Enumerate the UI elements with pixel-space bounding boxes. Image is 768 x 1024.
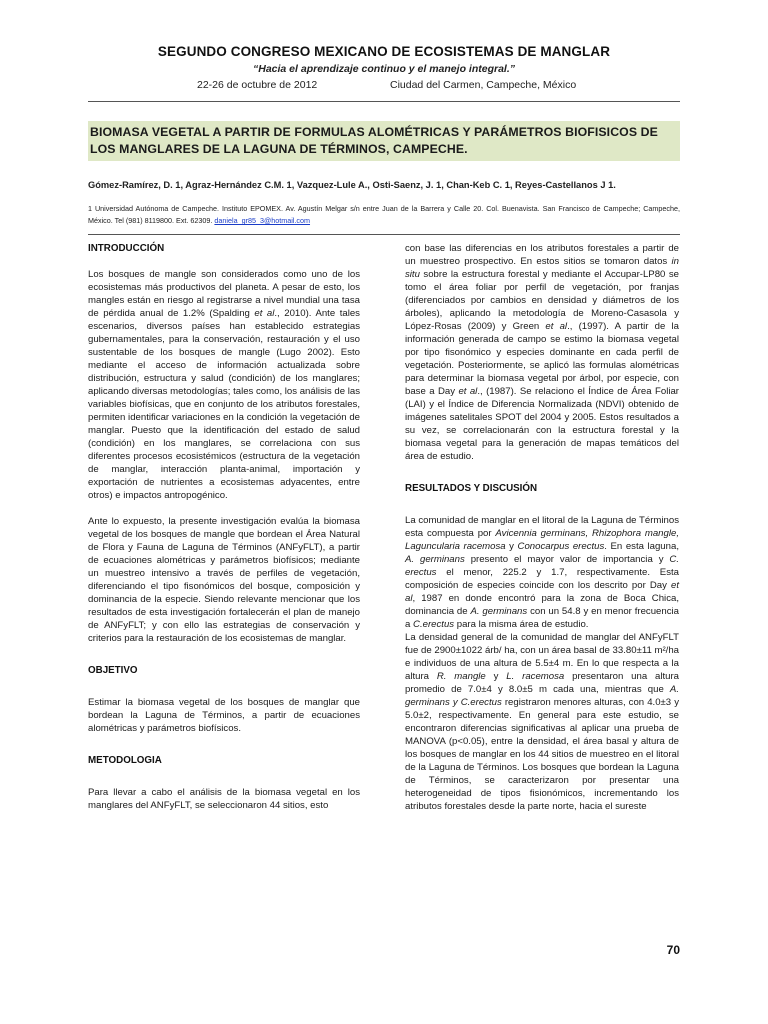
author-email-link[interactable]: daniela_gr85_3@hotmail.com (214, 216, 311, 225)
conference-dates: 22-26 de octubre de 2012 (197, 79, 318, 91)
paper-title-line-1: BIOMASA VEGETAL A PARTIR DE FORMULAS ALOMÉTRICAS Y PARÁMETROS BIOFISICOS DE (90, 125, 658, 139)
conference-slogan: “Hacia el aprendizaje continuo y el manejo integral.” (253, 63, 515, 75)
left-column (88, 242, 360, 812)
methodology-text: Para llevar a cabo el análisis de la biomasa vegetal en los manglares del ANFyFLT, se seleccionaron 44 sitios, esto (88, 787, 360, 811)
page-number: 70 (666, 943, 680, 957)
paper-title (88, 121, 680, 161)
header-rule (88, 101, 680, 102)
conference-title: SEGUNDO CONGRESO MEXICANO DE ECOSISTEMAS DE MANGLAR (157, 44, 611, 59)
introduction-heading: INTRODUCCIÓN (88, 243, 165, 254)
methodology-continued: con base las diferencias en los atributos forestales a partir de un muestreo prospectivo. En estos sitios se tomaron datos in situ sobre la estructura forestal y mediante el Accupar-LP80 se tomo el área foliar por perfil de vegetación, por franjas (diferenciados por cambios en densidad y diámetros de los árboles), aplicando la metodología de Moreno-Casasola y López-Rosas (2009) y Green et al., (1997). A partir de la información generada de campo se estimo la biomasa vegetal por tipo fisonómico y especies dominante en cada perfil de vegetación. Posteriormente, se aplicó las formulas alométricas para determinar la biomasa vegetal por árbol, por especie, con base a Day et al., (1987). Se relaciono el Índice de Área Foliar (LAI) y el Índice de Diferencia Normalizada (NDVI) obtenido de imágenes satelitales SPOT del 2004 y 2005. Estos resultados a su vez, se correlacionarán con la estructura forestal y la biomasa vegetal para la generación de mapas temáticos del área de estudio. (405, 243, 679, 462)
introduction-paragraph-1: Los bosques de mangle son considerados como uno de los ecosistemas más productivos del planeta. A pesar de esto, los mangles están en riesgo al registrarse a nivel mundial una tasa de pérdida anual de 1.2% (Spalding et al., 2010). Ante tales escenarios, diversos países han establecido estrategias gubernamentales, para la conservación, restauración y el uso sustentable de los bosques de mangle (Lugo 2002). Esto mediante el acceso de información actualizada sobre distribución, estructura y salud (condición) de los manglares; aplicando diversas metodologías; tales como, los análisis de las variables biofísicas, que en conjunto de los atributos forestales, permiten identificar variaciones en la condición la vegetación de manglar. Puesto que la identificación del estado de salud (condición) en los manglares, se correlaciona con sus diferentes procesos ecosistémicos (estructura de la vegetación de manglar, interacción planta-animal, importación y exportación de nutrientes a ecosistemas adyacentes, entre otros) e impactos antropogénico. (88, 269, 360, 501)
objective-text: Estimar la biomasa vegetal de los bosques de manglar que bordean la Laguna de Términos, a partir de ecuaciones alométricas y parámetros biofísicos. (88, 697, 360, 734)
results-paragraph-1: La comunidad de manglar en el litoral de la Laguna de Términos esta compuesta por Avicennia germinans, Rhizophora mangle, Laguncularia racemosa y Conocarpus erectus. En esta laguna, A. germinans presento el mayor valor de importancia y C. erectus el menor, 225.2 y 1.7, respectivamente. Esta composición de especies coincide con los descrito por Day et al, 1987 en donde encontró para la zona de Boca Chica, dominancia de A. germinans con un 54.8 y en menor frecuencia a C.erectus para la misma área de estudio. (405, 515, 679, 630)
affiliation-rule (88, 234, 680, 235)
introduction-paragraph-2: Ante lo expuesto, la presente investigación evalúa la biomasa vegetal de los bosques de mangle que bordean el Área Natural de Flora y Fauna de Laguna de Términos (ANFyFLT), a partir de ecuaciones alométricas y parámetros biofísicos; mediante un muestreo intensivo a través de perfiles de vegetación, diferenciando el tipo fisonómicos del bosque, composición y dominancia de la especie. Siendo relevante mencionar que los resultados de esta investigación fortalecerán el plan de manejo de ANFyFLT; y con ello las estrategias de conservación y criterios para la restauración de los ecosistemas de manglar. (88, 516, 360, 644)
conference-location: Ciudad del Carmen, Campeche, México (390, 79, 577, 91)
results-paragraph-2: La densidad general de la comunidad de manglar del ANFyFLT fue de 2900±1022 árb/ ha, con un área basal de 33.80±11 m²/ha e individuos de una altura de 5.5±4 m. En lo que respecta a la altura R. mangle y L. racemosa presentaron una altura promedio de 7.0±4 y 8.0±5 m cada una, mientras que A. germinans y C.erectus registraron menores alturas, con 4.0±3 y 5.0±2, respectivamente. En general para este estudio, se encontraron diferencias significativas al aplicar una prueba de MANOVA (p<0.05), entre la densidad, el área basal y altura de los bosques de manglar en los 44 sitios de muestreo en el litoral de la Laguna de Términos. Los bosques que bordean la Laguna de Términos, se caracterizaron por presentar una heterogeneidad de tipos fisionómicos, incrementando los atributos forestales desde la parte norte, hacia el sureste (405, 632, 680, 812)
affiliation-text: 1 Universidad Autónoma de Campeche. Instituto EPOMEX. Av. Agustín Melgar s/n entre Juan de la Barrera y Calle 20. Col. Buenavista. San Francisco de Campeche; Campeche, México. Tel (981) 8119800. Ext. 62309. (88, 204, 680, 225)
affiliation (88, 203, 680, 227)
results-heading: RESULTADOS Y DISCUSIÓN (405, 483, 538, 494)
methodology-heading: METODOLOGIA (88, 755, 162, 766)
right-column (405, 242, 679, 813)
objective-heading: OBJETIVO (88, 665, 138, 676)
author-list: Gómez-Ramírez, D. 1, Agraz-Hernández C.M. 1, Vazquez-Lule A., Osti-Saenz, J. 1, Chan-Keb C. 1, Reyes-Castellanos J 1. (88, 180, 616, 190)
paper-title-line-2: LOS MANGLARES DE LA LAGUNA DE TÉRMINOS, CAMPECHE. (90, 142, 468, 156)
